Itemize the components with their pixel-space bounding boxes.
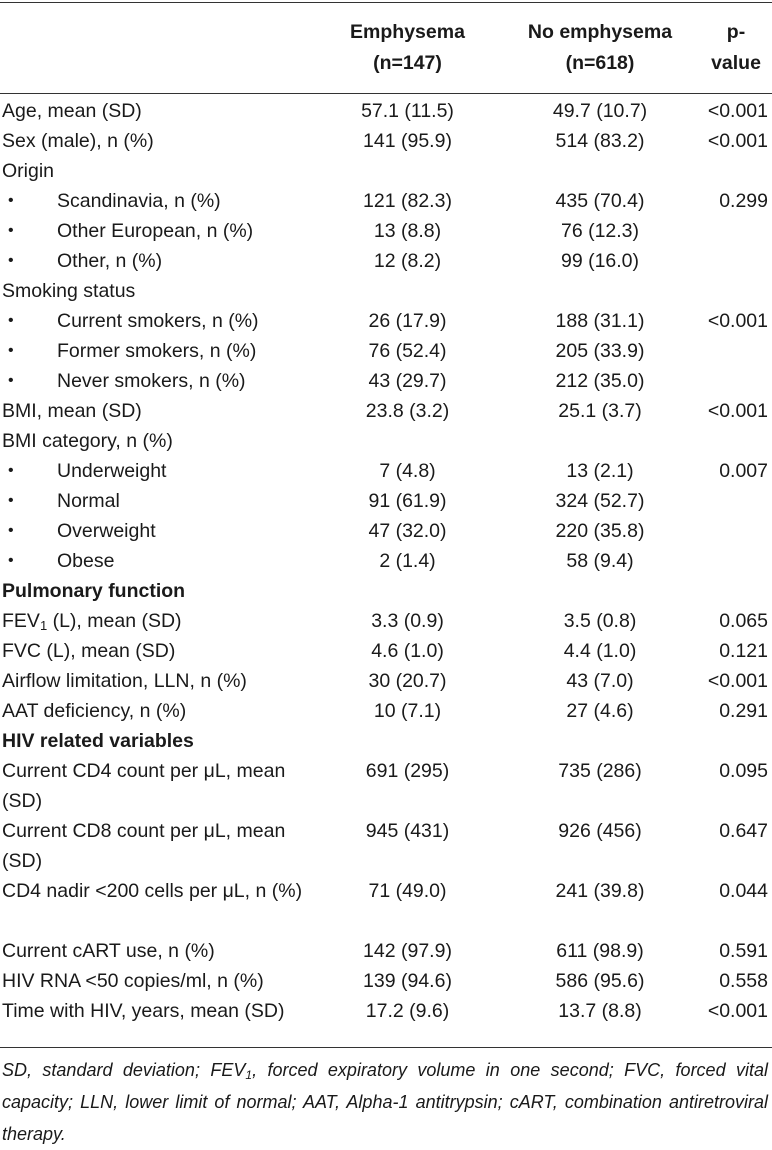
table-row (0, 246, 772, 276)
row-label: BMI category, n (%) (2, 430, 173, 452)
cell-emphysema: 3.3 (0.9) (371, 610, 444, 632)
cell-emphysema: 139 (94.6) (363, 970, 452, 992)
cell-no-emphysema: 735 (286) (558, 760, 642, 782)
row-label: • Overweight (35, 516, 350, 546)
cell-no-emphysema: 514 (83.2) (555, 130, 645, 152)
cell-emphysema: 10 (7.1) (373, 700, 442, 722)
row-label: Smoking status (2, 280, 136, 302)
bullet-icon: • (8, 192, 14, 209)
table-row (0, 396, 772, 426)
cell-emphysema: 121 (82.3) (363, 190, 452, 212)
bullet-icon: • (8, 522, 14, 539)
table-row (0, 696, 772, 726)
cell-no-emphysema: 926 (456) (558, 820, 642, 842)
row-label: HIV RNA <50 copies/ml, n (%) (2, 970, 264, 992)
table-row (0, 816, 772, 876)
table-row (0, 276, 772, 306)
table-body (0, 96, 772, 1026)
cell-no-emphysema: 3.5 (0.8) (563, 610, 637, 632)
cell-emphysema: 7 (4.8) (379, 460, 436, 482)
row-label: • Underweight (35, 456, 350, 486)
cell-no-emphysema: 76 (12.3) (560, 220, 640, 242)
row-label: Current CD4 count per μL, mean (SD) (2, 760, 286, 812)
table-row (0, 216, 772, 246)
cell-emphysema: 71 (49.0) (368, 880, 447, 902)
cell-no-emphysema: 58 (9.4) (566, 550, 634, 572)
table-row (0, 516, 772, 546)
cell-no-emphysema: 188 (31.1) (555, 310, 645, 332)
row-label: Age, mean (SD) (2, 100, 142, 122)
table-section-header (0, 576, 772, 606)
table-row (0, 936, 772, 966)
bullet-icon: • (8, 312, 14, 329)
cell-p-value: 0.299 (719, 190, 768, 212)
cell-no-emphysema: 13 (2.1) (566, 460, 634, 482)
cell-emphysema: 30 (20.7) (368, 670, 447, 692)
cell-p-value: <0.001 (707, 1000, 768, 1022)
cell-no-emphysema: 241 (39.8) (555, 880, 645, 902)
table-row (0, 606, 772, 636)
table-row (0, 336, 772, 366)
cell-no-emphysema: 435 (70.4) (555, 190, 645, 212)
cell-p-value: <0.001 (707, 130, 768, 152)
table-row (0, 756, 772, 816)
header-p-value: p- value (711, 21, 761, 74)
table-row (0, 156, 772, 186)
cell-p-value: 0.044 (719, 880, 768, 902)
cell-no-emphysema: 205 (33.9) (555, 340, 645, 362)
cell-no-emphysema: 49.7 (10.7) (552, 100, 648, 122)
cell-emphysema: 13 (8.8) (373, 220, 442, 242)
bottom-rule (0, 1047, 772, 1048)
cell-p-value: <0.001 (707, 400, 768, 422)
row-label: • Obese (35, 546, 350, 576)
table-row (0, 366, 772, 396)
table-row (0, 486, 772, 516)
cell-p-value: 0.007 (719, 460, 768, 482)
cell-emphysema: 23.8 (3.2) (365, 400, 450, 422)
row-label: Airflow limitation, LLN, n (%) (2, 670, 247, 692)
cell-emphysema: 142 (97.9) (363, 940, 452, 962)
cell-no-emphysema: 324 (52.7) (555, 490, 645, 512)
cell-p-value: 0.065 (719, 610, 768, 632)
row-label: • Never smokers, n (%) (35, 366, 350, 396)
row-label: • Scandinavia, n (%) (35, 186, 350, 216)
table-row (0, 126, 772, 156)
table-row (0, 186, 772, 216)
cell-p-value: 0.558 (719, 970, 768, 992)
cell-emphysema: 4.6 (1.0) (371, 640, 444, 662)
cell-emphysema: 945 (431) (365, 820, 450, 842)
cell-p-value: <0.001 (707, 100, 768, 122)
row-label: • Current smokers, n (%) (35, 306, 350, 336)
table-row (0, 666, 772, 696)
cell-emphysema: 12 (8.2) (373, 250, 442, 272)
header-no-emphysema: No emphysema (n=618) (527, 21, 673, 74)
row-label: Origin (2, 160, 55, 182)
header-emphysema: Emphysema (n=147) (350, 21, 465, 74)
row-label: • Other, n (%) (35, 246, 350, 276)
cell-p-value: 0.647 (719, 820, 768, 842)
row-label: AAT deficiency, n (%) (2, 700, 187, 722)
header-rule (0, 93, 772, 94)
cell-no-emphysema: 27 (4.6) (566, 700, 634, 722)
row-label: • Former smokers, n (%) (35, 336, 350, 366)
section-title: HIV related variables (2, 730, 194, 752)
table-row (0, 306, 772, 336)
table-section-header (0, 726, 772, 756)
cell-no-emphysema: 586 (95.6) (555, 970, 645, 992)
bullet-icon: • (8, 222, 14, 239)
table-row (0, 546, 772, 576)
bullet-icon: • (8, 372, 14, 389)
row-label: • Normal (35, 486, 350, 516)
cell-emphysema: 57.1 (11.5) (361, 100, 454, 122)
cell-emphysema: 47 (32.0) (368, 520, 447, 542)
bullet-icon: • (8, 342, 14, 359)
table-footnote: SD, standard deviation; $FEV_1$, forced expiratory volume in one second; FVC, forced vital capacity; LLN, lower limit of normal; AAT, Alpha-1 antitrypsin; cART, combination antiretroviral therapy. (2, 1060, 769, 1144)
bullet-icon: • (8, 552, 14, 569)
table-row (0, 456, 772, 486)
cell-no-emphysema: 99 (16.0) (560, 250, 640, 272)
cell-p-value: 0.591 (719, 940, 768, 962)
row-label: BMI, mean (SD) (2, 400, 142, 422)
row-label: • Other European, n (%) (35, 216, 350, 246)
bullet-icon: • (8, 492, 14, 509)
table-row (0, 876, 772, 936)
bullet-icon: • (8, 462, 14, 479)
cell-p-value: 0.095 (719, 760, 768, 782)
table-row (0, 96, 772, 126)
cell-emphysema: 691 (295) (365, 760, 450, 782)
row-label: Time with HIV, years, mean (SD) (2, 1000, 285, 1022)
cell-emphysema: 17.2 (9.6) (365, 1000, 450, 1022)
table-row (0, 636, 772, 666)
cell-p-value: <0.001 (707, 310, 768, 332)
bullet-icon: • (8, 252, 14, 269)
cell-emphysema: 91 (61.9) (368, 490, 447, 512)
cell-p-value: 0.121 (719, 640, 768, 662)
row-label: CD4 nadir <200 cells per μL, n (%) (2, 880, 303, 902)
cell-no-emphysema: 43 (7.0) (566, 670, 634, 692)
cell-p-value: <0.001 (707, 670, 768, 692)
cell-no-emphysema: 212 (35.0) (555, 370, 645, 392)
table-row (0, 426, 772, 456)
cell-no-emphysema: 13.7 (8.8) (558, 1000, 642, 1022)
cell-no-emphysema: 611 (98.9) (556, 940, 644, 962)
cell-no-emphysema: 25.1 (3.7) (558, 400, 642, 422)
table-row (0, 966, 772, 996)
table-row (0, 996, 772, 1026)
row-label: $FEV_1$ (L), mean (SD) (2, 610, 182, 633)
section-title: Pulmonary function (2, 580, 186, 602)
row-label: Current cART use, n (%) (2, 940, 215, 962)
row-label: FVC (L), mean (SD) (2, 640, 176, 662)
row-label: Current CD8 count per μL, mean (SD) (2, 820, 286, 872)
cell-emphysema: 76 (52.4) (368, 340, 447, 362)
cell-emphysema: 141 (95.9) (363, 130, 452, 152)
cell-no-emphysema: 4.4 (1.0) (563, 640, 637, 662)
cell-p-value: 0.291 (719, 700, 768, 722)
cell-emphysema: 43 (29.7) (368, 370, 447, 392)
cell-no-emphysema: 220 (35.8) (555, 520, 645, 542)
cell-emphysema: 2 (1.4) (379, 550, 436, 572)
row-label: Sex (male), n (%) (2, 130, 154, 152)
cell-emphysema: 26 (17.9) (368, 310, 447, 332)
top-rule (0, 2, 772, 3)
